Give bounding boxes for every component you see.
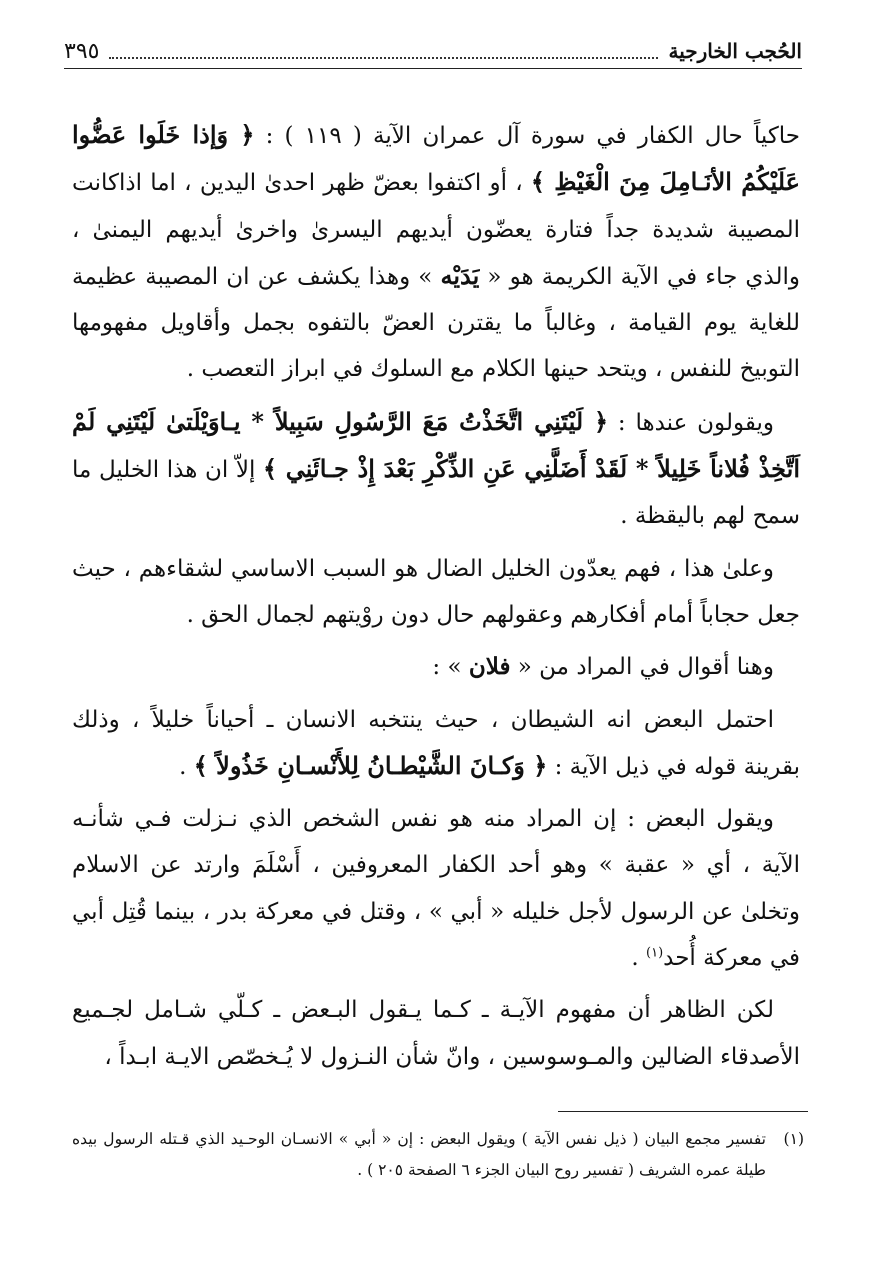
quoted-term: فلان <box>468 653 511 681</box>
quran-quote: ﴿ وَإذا خَلَوا عَضُّوا عَلَيْكُمُ الأنَـامِلَ مِنَ الْغَيْظِ ﴾ <box>72 120 800 197</box>
paragraph-1: حاكياً حال الكفار في سورة آل عمران الآية ( ١١٩ ) : ﴿ وَإذا خَلَوا عَضُّوا عَلَيْكُمُ الأنَـامِلَ مِنَ الْغَيْظِ ﴾ ، أو اكتفوا بعضّ ظهر احدىٰ اليدين ، اما اذاكانت المصيبة شديدة جداً فتارة يعضّون أيديهم اليسرىٰ واخرىٰ أيديهم اليمنىٰ ، والذي جاء في الآية الكريمة هو « يَدَيْه » وهذا يكشف عن ان المصيبة عظيمة للغاية يوم القيامة ، وغالباً ما يقترن العضّ بالتفوه بجمل وأقاويل مفهومها التوبيخ للنفس ، ويتحد حينها الكلام مع السلوك في ابراز التعصب . <box>72 120 800 383</box>
footnotes <box>72 1124 804 1186</box>
footnote-divider <box>558 1111 808 1112</box>
dotted-leader <box>109 43 658 59</box>
paragraph-3: وعلىٰ هذا ، فهم يعدّون الخليل الضال هو السبب الاساسي لشقاءهم ، حيث جعل حجاباً أمام أفكارهم وعقولهم حال دون روْيتهم لجمال الحق . <box>72 555 800 628</box>
quran-quote: ﴿ لَيْتَنِي اتَّخَذْتُ مَعَ الرَّسُولِ سَبِيلاً * يـاوَيْلَتىٰ لَيْتَنِي لَمْ اَتَّخِذْ فُلاناً خَلِيلاً * لَقَدْ أَضَلَّنِي عَنِ الذِّكْرِ بَعْدَ إِذْ جـائَنِي ﴾ <box>72 406 801 484</box>
paragraph-2: ويقولون عندها : ﴿ لَيْتَنِي اتَّخَذْتُ مَعَ الرَّسُولِ سَبِيلاً * يـاوَيْلَتىٰ لَيْتَنِي لَمْ اَتَّخِذْ فُلاناً خَلِيلاً * لَقَدْ أَضَلَّنِي عَنِ الذِّكْرِ بَعْدَ إِذْ جـائَنِي ﴾ إلاّ ان هذا الخليل ما سمح لهم باليقظة . <box>72 406 801 530</box>
quran-quote: ﴿ وَكـانَ الشَّيْطـانُ لِلأَنْسـانِ خَذُولاً ﴾ <box>193 750 548 780</box>
running-header <box>64 34 802 69</box>
footnote-1 <box>72 1124 804 1186</box>
paragraph-7: لكن الظاهر أن مفهوم الآيـة ـ كـما يـقول البـعض ـ كـلّي شـامل لجـميع الأصدقاء الضالين والمـوسوسين ، وانّ شأن النـزول لا يُـخصّص الايـة ابـداً ، <box>72 997 800 1070</box>
chapter-title: الحُجب الخارجية <box>668 39 802 63</box>
footnote-text: تفسير مجمع البيان ( ذيل نفس الآية ) ويقول البعض : إن « أبي » الانسـان الوحـيد الذي قـتله الرسول بيده طيلة عمره الشريف ( تفسير روح البيان الجزء ٦ الصفحة ٢٠٥ ) . <box>72 1130 766 1179</box>
page-number: ٣٩٥ <box>64 38 100 64</box>
paragraph-5: احتمل البعض انه الشيطان ، حيث ينتخبه الانسان ـ أحياناً خليلاً ، وذلك بقرينة قوله في ذيل الآية : ﴿ وَكـانَ الشَّيْطـانُ لِلأَنْسـانِ خَذُولاً ﴾ . <box>72 706 800 780</box>
quran-word: يَدَيْه <box>440 260 480 290</box>
paragraph-4: وهنا أقوال في المراد من « فلان » : <box>432 653 774 681</box>
footnote-number: (١) <box>783 1130 804 1148</box>
footnote-reference[interactable]: (١) <box>646 945 664 961</box>
paragraph-6: ويقول البعض : إن المراد منه هو نفس الشخص الذي نـزلت فـي شأنـه الآية ، أي « عقبة » وهو أحد الكفار المعروفين ، أَسْلَمَ وارتد عن الاسلام وتخلىٰ عن الرسول لأجل خليله « أبي » ، وقتل في معركة بدر ، بينما قُتِل أبي في معركة أُحد$^{(١)}$ . <box>72 806 800 972</box>
body-text <box>72 112 800 1086</box>
